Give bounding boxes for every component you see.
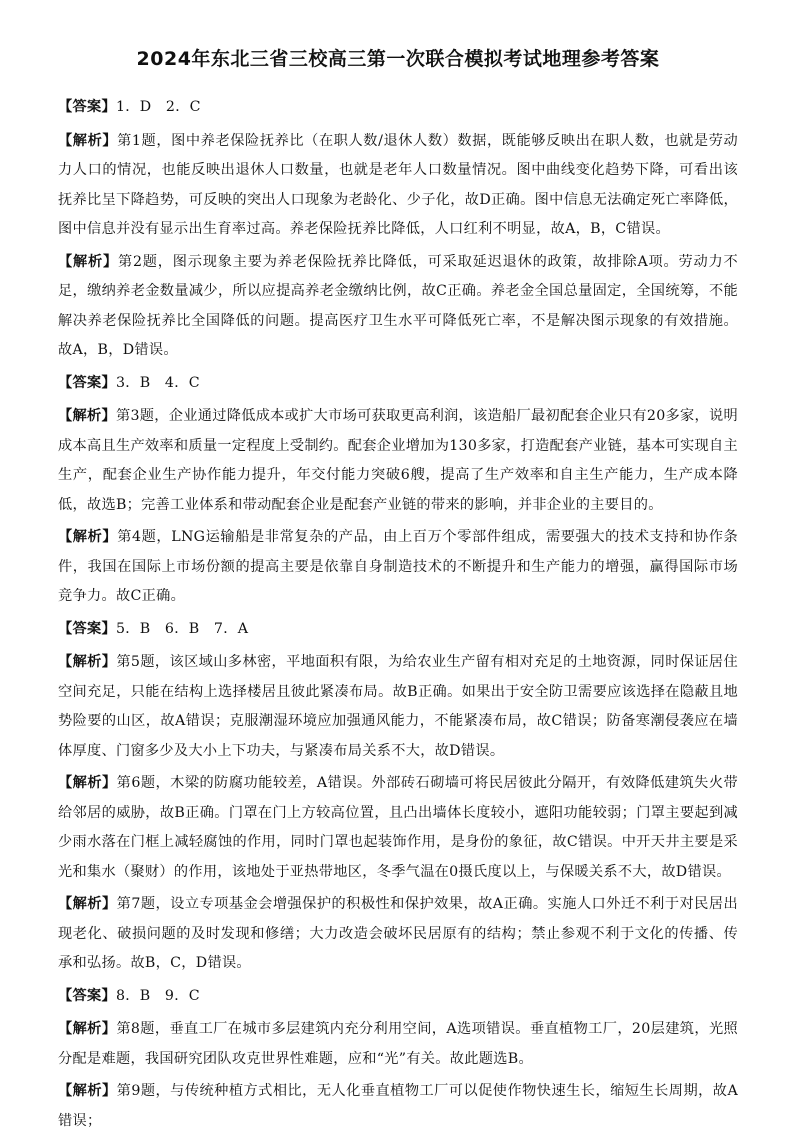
analysis-text: 第7题，设立专项基金会增强保护的积极性和保护效果，故A正确。实施人口外迁不利于对民居出现老化、破损问题的及时发现和修缮；大力改造会破坏民居原有的结构；禁止参观不利于文化的传播、传承和弘扬。故B，C，D错误。 (58, 896, 738, 971)
analysis-tag: 【解析】 (58, 529, 118, 545)
analysis-q7 (58, 890, 738, 979)
analysis-q3 (58, 402, 738, 520)
analysis-q1 (58, 127, 738, 245)
analysis-q5 (58, 648, 738, 766)
page-title: 2024年东北三省三校高三第一次联合模拟考试地理参考答案 (136, 48, 660, 70)
analysis-q9 (58, 1077, 738, 1136)
analysis-tag: 【解析】 (58, 408, 116, 424)
analysis-q6 (58, 769, 738, 887)
analysis-text: 第1题，图中养老保险抚养比（在职人数/退休人数）数据，既能够反映出在职人数，也就是劳动力人口的情况，也能反映出退休人口数量，也就是老年人口数量情况。图中曲线变化趋势下降，可看出该抚养比呈下降趋势，可反映的突出人口现象为老龄化、少子化，故D正确。图中信息无法确定死亡率降低，图中信息并没有显示出生育率过高。养老保险抚养比降低，人口红利不明显，故A，B，C错误。 (58, 132, 738, 237)
analysis-tag: 【解析】 (58, 896, 117, 912)
answer-text: 8．B 9．C (115, 987, 200, 1004)
analysis-text: 第8题，垂直工厂在城市多层建筑内充分利用空间，A选项错误。垂直植物工厂，20层建筑，光照分配是难题，我国研究团队攻克世界性难题，应和“光”有关。故此题选B。 (58, 1021, 739, 1067)
analysis-text: 第6题，木梁的防腐功能较差，A错误。外部砖石砌墙可将民居彼此分隔开，有效降低建筑失火带给邻居的威胁，故B正确。门罩在门上方较高位置，且凸出墙体长度较小，遮阳功能较弱；门罩主要起到减少雨水落在门框上减轻腐蚀的作用，同时门罩也起装饰作用，是身份的象征，故C错误。中开天井主要是采光和集水（聚财）的作用，该地处于亚热带地区，冬季气温在0摄氏度以上，与保暖关系不大，故D错误。 (58, 775, 738, 880)
analysis-text: 第9题，与传统种植方式相比，无人化垂直植物工厂可以促使作物快速生长，缩短生长周期，故A错误； (58, 1083, 738, 1129)
answer-block-4 (58, 982, 738, 1012)
analysis-tag: 【解析】 (58, 1021, 117, 1037)
analysis-q2 (58, 248, 738, 366)
answer-tag: 【答案】 (58, 987, 116, 1004)
answer-block-1 (58, 93, 738, 123)
analysis-text: 第5题，该区域山多林密，平地面积有限，为给农业生产留有相对充足的土地资源，同时保证居住空间充足，只能在结构上选择楼居且彼此紧凑布局。故B正确。如果出于安全防卫需要应该选择在隐蔽且地势险要的山区，故A错误；克服潮湿环境应加强通风能力，不能紧凑布局，故C错误；防备寒潮侵袭应在墙体厚度、门窗多少及大小上下功夫，与紧凑布局关系不大，故D错误。 (58, 654, 738, 759)
answer-block-3 (58, 615, 738, 645)
analysis-text: 第4题，LNG运输船是非常复杂的产品，由上百万个零部件组成，需要强大的技术支持和协作条件，我国在国际上市场份额的提高主要是依靠自身制造技术的不断提升和生产能力的增强，赢得国际市场竞争力。故C正确。 (58, 529, 738, 604)
answer-tag: 【答案】 (58, 99, 116, 115)
analysis-q8 (58, 1015, 738, 1074)
answer-block-2 (58, 369, 738, 399)
analysis-text: 第3题，企业通过降低成本或扩大市场可获取更高利润，该造船厂最初配套企业只有20多家，说明成本高且生产效率和质量一定程度上受制约。配套企业增加为130多家，打造配套产业链，基本可实现自主生产，配套企业生产协作能力提升，年交付能力突破6艘，提高了生产效率和自主生产能力，生产成本降低，故选B；完善工业体系和带动配套企业是配套产业链的带来的影响，并非企业的主要目的。 (58, 408, 738, 513)
analysis-tag: 【解析】 (58, 253, 118, 270)
answer-text: 1．D 2．C (115, 99, 201, 115)
answer-tag: 【答案】 (58, 620, 116, 637)
analysis-text: 第2题，图示现象主要为养老保险抚养比降低，可采取延迟退休的政策，故排除A项。劳动力不足，缴纳养老金数量减少，所以应提高养老金缴纳比例，故C正确。养老金全国总量固定，全国统筹，不能解决养老保险抚养比全国降低的问题。提高医疗卫生水平可降低死亡率，不是解决图示现象的有效措施。故A，B，D错误。 (58, 253, 739, 358)
analysis-tag: 【解析】 (58, 775, 117, 791)
analysis-tag: 【解析】 (58, 132, 118, 149)
answer-text: 5．B 6．B 7．A (115, 620, 249, 637)
analysis-q4 (58, 523, 738, 612)
analysis-tag: 【解析】 (58, 654, 117, 670)
analysis-tag: 【解析】 (58, 1083, 117, 1099)
answer-tag: 【答案】 (58, 374, 116, 391)
answer-text: 3．B 4．C (115, 374, 200, 391)
